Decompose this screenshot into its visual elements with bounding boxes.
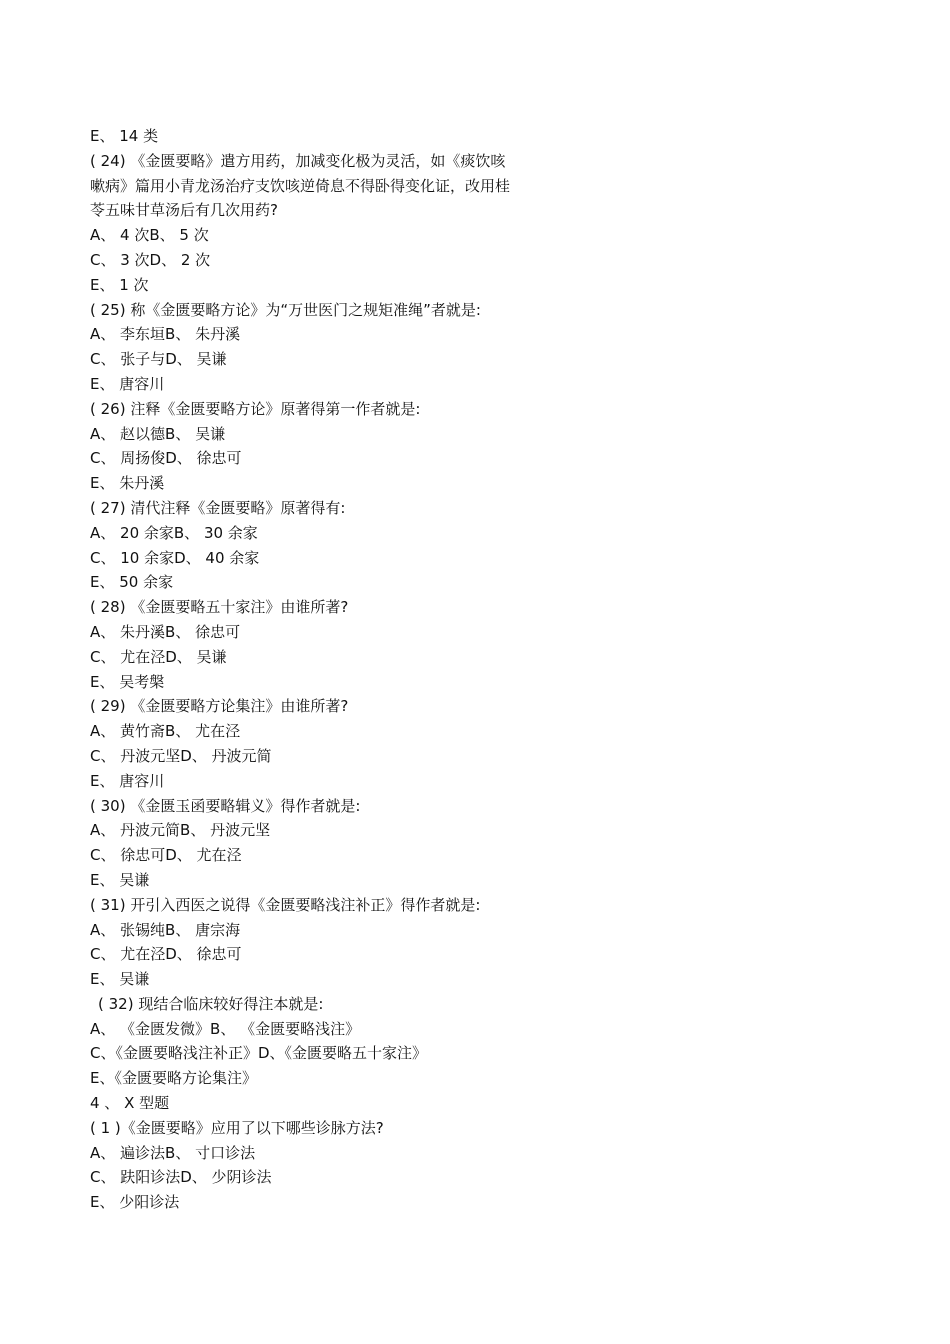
option-line: E、 唐容川 (90, 771, 165, 790)
question-32: ( 32) 现结合临床较好得注本就是: (98, 994, 324, 1013)
option-line: E、《金匮要略方论集注》 (90, 1069, 257, 1088)
question-26: ( 26) 注释《金匮要略方论》原著得第一作者就是: (90, 399, 421, 418)
option-line: C、 尤在泾D、 徐忠可 (90, 945, 242, 964)
option-line: C、 尤在泾D、 吴谦 (90, 647, 227, 666)
option-line: A、 《金匮发微》B、 《金匮要略浅注》 (90, 1019, 361, 1038)
question-24: ( 24) 《金匮要略》遣方用药，加减变化极为灵活，如《痰饮咳 (90, 151, 506, 170)
text-line: E、 14 类 (90, 127, 159, 145)
question-x1: ( 1 )《金匮要略》应用了以下哪些诊脉方法? (90, 1118, 384, 1137)
option-line: C、《金匮要略浅注补正》D、《金匮要略五十家注》 (90, 1044, 428, 1063)
option-line: A、 李东垣B、 朱丹溪 (90, 325, 241, 344)
document-text (90, 124, 570, 1215)
option-line: E、 吴谦 (90, 870, 150, 889)
option-line: E、 吴谦 (90, 970, 150, 989)
option-line: C、 张子与D、 吴谦 (90, 350, 227, 369)
option-line: A、 丹波元简B、 丹波元坚 (90, 821, 271, 840)
question-30: ( 30) 《金匮玉函要略辑义》得作者就是: (90, 796, 361, 815)
option-line: C、 10 余家D、 40 余家 (90, 548, 260, 567)
option-line: A、 张锡纯B、 唐宗海 (90, 920, 241, 939)
option-line: E、 朱丹溪 (90, 474, 165, 493)
option-line: C、 趺阳诊法D、 少阴诊法 (90, 1168, 272, 1187)
option-line: A、 朱丹溪B、 徐忠可 (90, 622, 241, 641)
option-line: A、 20 余家B、 30 余家 (90, 523, 258, 542)
option-line: E、 吴考槃 (90, 672, 165, 691)
option-line: A、 遍诊法B、 寸口诊法 (90, 1143, 256, 1162)
option-line: E、 1 次 (90, 275, 149, 294)
option-line: C、 丹波元坚D、 丹波元简 (90, 746, 272, 765)
option-line: C、 3 次D、 2 次 (90, 250, 211, 269)
option-line: A、 黄竹斋B、 尤在泾 (90, 722, 241, 741)
option-line: E、 50 余家 (90, 573, 174, 592)
question-25: ( 25) 称《金匮要略方论》为“万世医门之规矩准绳”者就是: (90, 300, 481, 319)
question-27: ( 27) 清代注释《金匮要略》原著得有: (90, 498, 346, 517)
option-line: C、 徐忠可D、 尤在泾 (90, 846, 242, 865)
question-31: ( 31) 开引入西医之说得《金匮要略浅注补正》得作者就是: (90, 895, 481, 914)
option-line: E、 少阳诊法 (90, 1193, 180, 1212)
text-line: 嗽病》篇用小青龙汤治疗支饮咳逆倚息不得卧得变化证，改用桂 (90, 176, 511, 195)
option-line: A、 4 次B、 5 次 (90, 226, 209, 245)
question-28: ( 28) 《金匮要略五十家注》由谁所著? (90, 598, 349, 617)
text-line: 苓五味甘草汤后有几次用药? (90, 201, 278, 220)
option-line: C、 周扬俊D、 徐忠可 (90, 449, 242, 468)
section-heading: 4 、 X 型题 (90, 1094, 170, 1113)
option-line: A、 赵以德B、 吴谦 (90, 424, 226, 443)
option-line: E、 唐容川 (90, 374, 165, 393)
question-29: ( 29) 《金匮要略方论集注》由谁所著? (90, 697, 349, 716)
